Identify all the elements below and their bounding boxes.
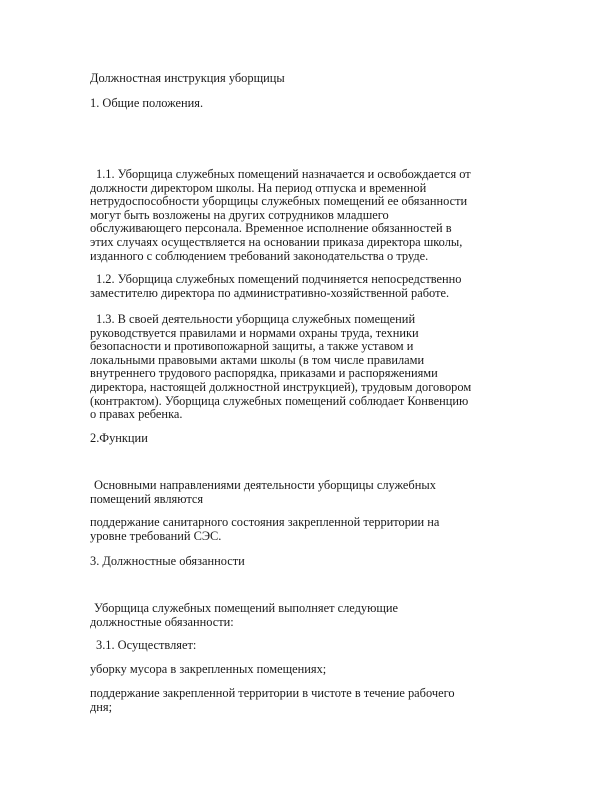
paragraph-line: дня;: [90, 699, 113, 714]
paragraph-line: безопасности и противопожарной защиты, а также уставом и: [90, 339, 414, 354]
list-item: [90, 687, 455, 714]
paragraph-2-intro: [90, 479, 436, 506]
paragraph-line: заместителю директора по административно-хозяйственной работе.: [90, 285, 450, 300]
paragraph-line: Уборщица служебных помещений выполняет следующие: [94, 601, 399, 615]
section-2-heading: 2.Функции: [90, 431, 148, 445]
paragraph-3-intro: [90, 602, 398, 629]
paragraph-line: помещений являются: [90, 491, 204, 506]
paragraph-line: уровне требований СЭС.: [90, 528, 222, 543]
paragraph-line: локальными правовыми актами школы (в том числе правилами: [90, 352, 425, 367]
paragraph-line: поддержание санитарного состояния закрепленной территории на: [90, 515, 440, 529]
paragraph-line: (контрактом). Уборщица служебных помещений соблюдает Конвенцию: [90, 393, 469, 408]
paragraph-line: обслуживающего персонала. Временное исполнение обязанностей в: [90, 221, 452, 236]
document-title: Должностная инструкция уборщицы: [90, 71, 285, 85]
paragraph-1-1: [90, 168, 471, 263]
paragraph-line: о правах ребенка.: [90, 407, 183, 422]
paragraph-2-item: [90, 516, 439, 543]
section-3-heading: 3. Должностные обязанности: [90, 554, 245, 568]
paragraph-line: 1.1. Уборщица служебных помещений назначается и освобождается от: [96, 167, 471, 181]
paragraph-1-2: [90, 273, 461, 300]
paragraph-1-3: [90, 313, 471, 422]
paragraph-line: 1.3. В своей деятельности уборщица служебных помещений: [96, 312, 416, 326]
paragraph-line: должности директором школы. На период отпуска и временной: [90, 180, 427, 195]
paragraph-line: директора, настоящей должностной инструкцией), трудовым договором: [90, 379, 472, 394]
paragraph-line: изданного с соблюдением требований законодательства о труде.: [90, 248, 429, 263]
paragraph-line: этих случаях осуществляется на основании приказа директора школы,: [90, 234, 463, 249]
section-1-heading: 1. Общие положения.: [90, 96, 204, 110]
paragraph-line: руководствуется правилами и нормами охраны труда, техники: [90, 325, 419, 340]
paragraph-line: поддержание закрепленной территории в чистоте в течение рабочего: [90, 686, 455, 700]
paragraph-line: нетрудоспособности уборщицы служебных помещений ее обязанности: [90, 194, 468, 209]
paragraph-line: могут быть возложены на других сотрудников младшего: [90, 207, 389, 222]
paragraph-line: внутреннего трудового распорядка, приказами и распоряжениями: [90, 366, 438, 381]
paragraph-line: 1.2. Уборщица служебных помещений подчиняется непосредственно: [96, 272, 462, 286]
paragraph-line: Основными направлениями деятельности уборщицы служебных: [94, 478, 436, 492]
paragraph-line: должностные обязанности:: [90, 614, 234, 629]
list-item: уборку мусора в закрепленных помещениях;: [90, 662, 327, 676]
paragraph-3-1: 3.1. Осуществляет:: [96, 638, 197, 652]
